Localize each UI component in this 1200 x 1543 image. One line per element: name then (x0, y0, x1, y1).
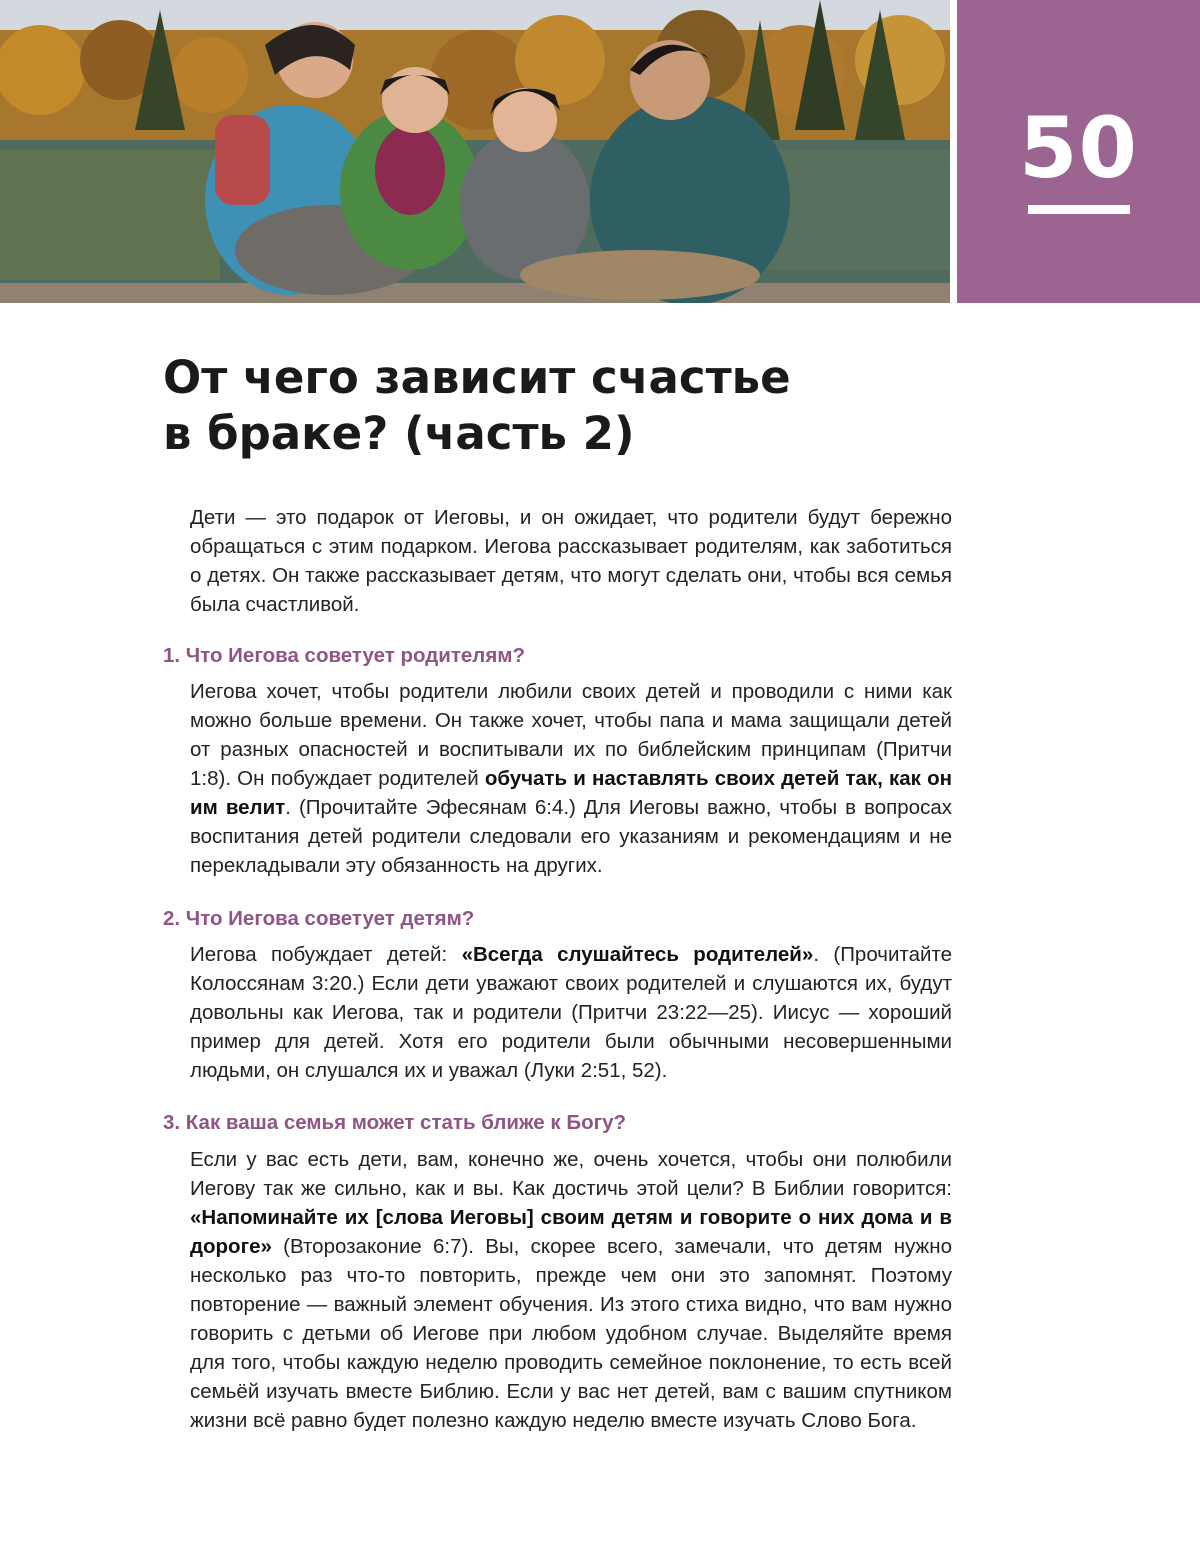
header-photo (0, 0, 950, 303)
page-title: От чего зависит счастье в браке? (часть 2) (163, 351, 791, 460)
intro-paragraph: Дети — это подарок от Иеговы, и он ожидает, что родители будут бережно обращаться с этим подарком. Иегова рассказывает родителям, как заботиться о детях. Он также рассказывает детям, что могут сделать они, чтобы вся семья была счастливой. (190, 506, 952, 616)
section-2-bold: «Всегда слушайтесь родителей» (461, 943, 814, 966)
section-3-text-b: (Второзаконие 6:7). Вы, скорее всего, замечали, что детям нужно несколько раз что-то повторить, прежде чем они это запомнят. Поэтому повторение — важный элемент обучения. Из этого стиха видно, что вам нужно говорить с детьми об Иегове при любом удобном случае. Выделяйте время для того, чтобы каждую неделю проводить семейное поклонение, то есть всей семьёй изучать вместе Библию. Если у вас нет детей, вам с вашим спутником жизни всё равно будет полезно каждую неделю вместе изучать Слово Бога. (190, 1235, 952, 1432)
chapter-underline (1028, 205, 1130, 214)
chapter-badge (957, 0, 1200, 303)
family-photo-illustration (0, 0, 950, 303)
section-3-text-a: Если у вас есть дети, вам, конечно же, очень хочется, чтобы они полюбили Иегову так же сильно, как и вы. Как достичь этой цели? В Библии говорится: (190, 1148, 952, 1200)
question-heading-1: 1. Что Иегова советует родителям? (163, 644, 525, 667)
question-heading-2: 2. Что Иегова советует детям? (163, 907, 475, 930)
section-1-text-a: Иегова хочет, чтобы родители любили своих детей и проводили с ними как можно больше времени. Он также хочет, чтобы папа и мама защищали детей от разных опасностей и воспитывали их по библейским принципам (Притчи 1:8). Он побуждает родителей (190, 680, 952, 790)
section-2-text-a: Иегова побуждает детей: (190, 943, 462, 966)
section-1-bold: обучать и наставлять своих детей так, как он им велит (190, 767, 952, 819)
section-1-text-b: . (Прочитайте Эфесянам 6:4.) Для Иеговы важно, чтобы в вопросах воспитания детей родители следовали его указаниям и рекомендациям и не перекладывали эту обязанность на других. (190, 796, 952, 877)
section-2-text-b: . (Прочитайте Колоссянам 3:20.) Если дети уважают своих родителей и слушаются их, будут довольны как Иегова, так и родители (Притчи 23:22—25). Иисус — хороший пример для детей. Хотя его родители были обычными несовершенными людьми, он слушался их и уважал (Луки 2:51, 52). (190, 943, 952, 1082)
chapter-number: 50 (1019, 99, 1138, 197)
section-1-paragraph (190, 677, 952, 880)
section-3-paragraph (190, 1145, 952, 1435)
section-3-bold: «Напоминайте их [слова Иеговы] своим детям и говорите о них дома и в дороге» (190, 1206, 952, 1258)
question-heading-3: 3. Как ваша семья может стать ближе к Богу? (163, 1111, 627, 1134)
section-2-paragraph (190, 940, 952, 1085)
